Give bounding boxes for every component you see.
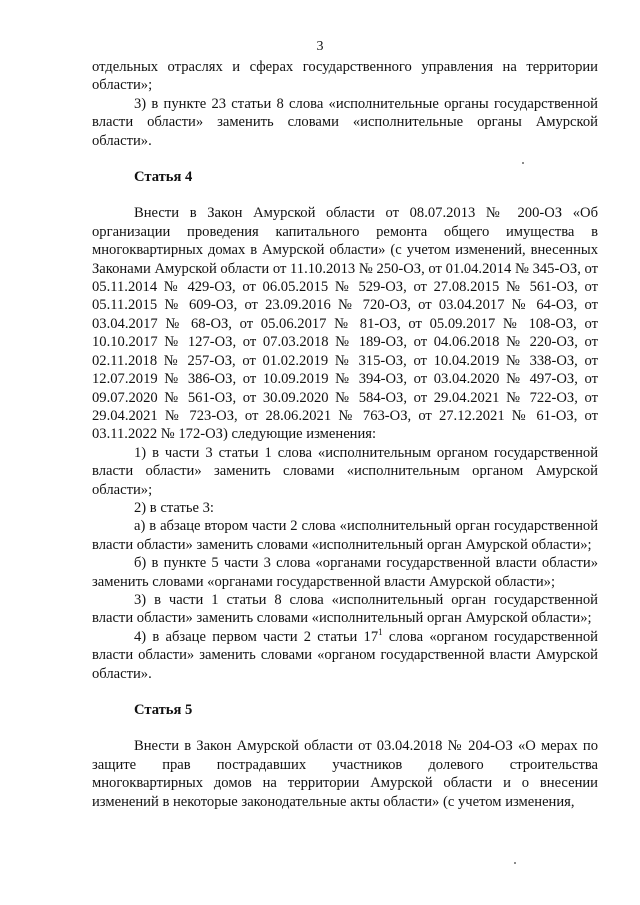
article-4-item-2b: б) в пункте 5 части 3 слова «органами государственной власти области» заменить словами «органами государственной власти Амурской области»;: [92, 555, 598, 590]
article-4-item-1: 1) в части 3 статьи 1 слова «исполнительным органом государственной власти области» заменить словами «исполнительным органом Амурской области»;: [92, 444, 598, 498]
article-number-superscript: 1: [378, 626, 383, 637]
intro-item-3: 3) в пункте 23 статьи 8 слова «исполнительные органы государственной власти области» заменить словами «исполнительные органы Амурской области».: [92, 95, 598, 149]
article-5-heading: Статья 5: [134, 702, 193, 718]
article-4-item-4-before: 4) в абзаце первом части 2 статьи 17: [134, 628, 379, 645]
article-4-heading: Статья 4: [134, 169, 193, 186]
document-body: [92, 58, 598, 811]
article-4-item-2a: а) в абзаце втором части 2 слова «исполнительный орган государственной власти области» заменить словами «исполнительный орган Амурской области»;: [92, 518, 598, 553]
intro-continuation: отдельных отраслях и сферах государственного управления на территории области»;: [92, 59, 598, 94]
article-4-item-4-after: слова «органом государственной власти области» заменить словами «органом государственной власти Амурской области».: [92, 628, 598, 682]
article-4-item-4: [92, 628, 598, 683]
page-number: 3: [316, 39, 324, 54]
article-4-item-2: 2) в статье 3:: [134, 499, 214, 516]
scan-speck: [514, 862, 516, 864]
article-4-item-3: 3) в части 1 статьи 8 слова «исполнительный орган государственной власти области» заменить словами «исполнительный орган Амурской области»;: [92, 591, 598, 627]
article-4-text: Внести в Закон Амурской области от 08.07.2013 № 200-ОЗ «Об организации проведения капитального ремонта общего имущества в многоквартирных домах в Амурской области» (с учетом изменений, внесенных Законами Амурской области от 11.10.2013 № 250-ОЗ, от 01.04.2014 № 345-ОЗ, от 05.11.2014 № 429-ОЗ, от 06.05.2015 № 529-ОЗ, от 27.08.2015 № 561-ОЗ, от 05.11.2015 № 609-ОЗ, от 23.09.2016 № 720-ОЗ, от 03.04.2017 № 64-ОЗ, от 03.04.2017 № 68-ОЗ, от 05.06.2017 № 81-ОЗ, от 05.09.2017 № 108-ОЗ, от 10.10.2017 № 127-ОЗ, от 07.03.2018 № 189-ОЗ, от 04.06.2018 № 220-ОЗ, от 02.11.2018 № 257-ОЗ, от 01.02.2019 № 315-ОЗ, от 10.04.2019 № 338-ОЗ, от 12.07.2019 № 386-ОЗ, от 10.09.2019 № 394-ОЗ, от 03.04.2020 № 497-ОЗ, от 09.07.2020 № 561-ОЗ, от 30.09.2020 № 584-ОЗ, от 29.04.2021 № 722-ОЗ, от 29.04.2021 № 723-ОЗ, от 28.06.2021 № 763-ОЗ, от 27.12.2021 № 61-ОЗ, от 03.11.2022 № 172-ОЗ) следующие изменения:: [92, 205, 598, 443]
scan-speck: [522, 162, 524, 164]
article-5-text: Внести в Закон Амурской области от 03.04.2018 № 204-ОЗ «О мерах по защите прав пострадавших участников долевого строительства многоквартирных домов на территории Амурской области и о внесении изменений в некоторые законодательные акты области» (с учетом изменения,: [92, 738, 598, 810]
